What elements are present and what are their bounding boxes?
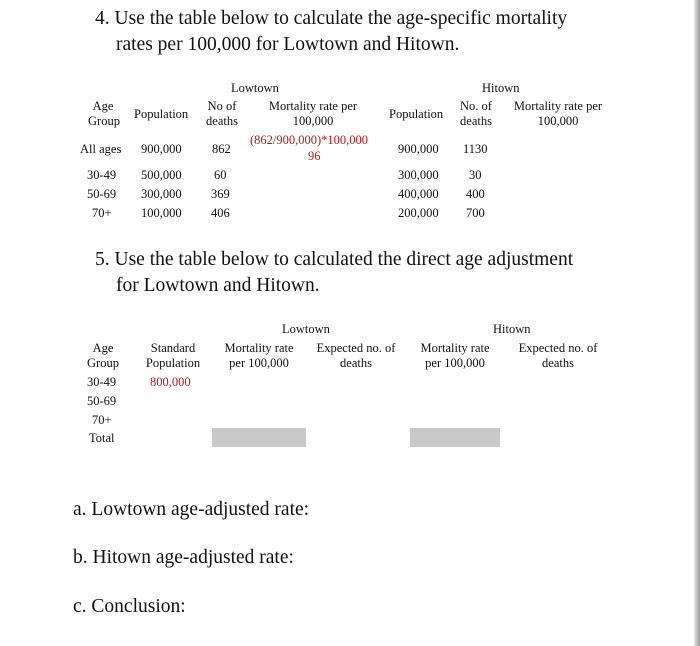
table-row-pop-hitown: 200,000 (398, 206, 439, 220)
mortality-rate-header-hitown: Mortality rate per 100,000 (420, 341, 490, 370)
table-row-pop-hitown: 900,000 (398, 142, 439, 156)
table-row-deaths-hitown: 30 (469, 168, 482, 182)
question-4-line2: rates per 100,000 for Lowtown and Hitown. (116, 34, 460, 55)
question-5-line1: 5. Use the table below to calculated the direct age adjustment (95, 249, 574, 270)
hitown-header: Hitown (482, 81, 520, 95)
table-row-pop-lowtown: 300,000 (141, 187, 182, 201)
standard-population-header: Standard Population (145, 341, 201, 370)
hitown-header: Hitown (493, 322, 531, 336)
total-cell-lowtown (212, 428, 306, 447)
age-group-header: Age Group (87, 341, 119, 370)
answer-b-label: b. Hitown age-adjusted rate: (73, 547, 294, 568)
annotation-result: 96 (308, 149, 321, 163)
mortality-rate-header-lowtown: Mortality rate per 100,000 (268, 99, 358, 128)
total-cell-hitown (410, 428, 500, 447)
table-row-age: 50-69 (87, 394, 117, 408)
mortality-rate-header-hitown: Mortality rate per 100,000 (513, 99, 603, 128)
page-edge-shadow (694, 0, 700, 646)
table-row-age: 50-69 (87, 187, 117, 201)
question-4-line1: 4. Use the table below to calculate the age-specific mortality (95, 8, 568, 29)
answer-a-label: a. Lowtown age-adjusted rate: (73, 499, 310, 520)
table-row-age: 30-49 (87, 168, 117, 182)
annotation-formula: (862/900,000)*100,000 (250, 133, 369, 147)
table-row-deaths-lowtown: 60 (214, 168, 227, 182)
deaths-header-hitown: No. of deaths (460, 99, 492, 128)
population-header-lowtown: Population (134, 107, 189, 121)
table-row-pop-hitown: 300,000 (398, 168, 439, 182)
table-row-total: Total (89, 431, 115, 445)
table-row-deaths-lowtown: 369 (211, 187, 230, 201)
expected-deaths-header-lowtown: Expected no. of deaths (316, 341, 396, 370)
table-row-age: 70+ (92, 206, 112, 220)
table-row-age: 30-49 (87, 375, 117, 389)
table-row-deaths-hitown: 1130 (463, 142, 488, 156)
lowtown-header: Lowtown (231, 81, 279, 95)
answer-c-label: c. Conclusion: (73, 596, 186, 617)
table-row-deaths-hitown: 400 (466, 187, 485, 201)
standard-population-value: 800,000 (150, 375, 191, 389)
table-row-pop-lowtown: 900,000 (141, 142, 182, 156)
table-row-age: 70+ (92, 413, 112, 427)
deaths-header-lowtown: No of deaths (206, 99, 238, 128)
table-row-deaths-hitown: 700 (466, 206, 485, 220)
table-row-deaths-lowtown: 862 (212, 142, 231, 156)
population-header-hitown: Population (389, 107, 444, 121)
table-row-pop-lowtown: 500,000 (141, 168, 182, 182)
lowtown-header: Lowtown (282, 322, 330, 336)
expected-deaths-header-hitown: Expected no. of deaths (518, 341, 598, 370)
table-row-pop-hitown: 400,000 (398, 187, 439, 201)
table-row-pop-lowtown: 100,000 (141, 206, 182, 220)
table-row-deaths-lowtown: 406 (211, 206, 230, 220)
question-5-line2: for Lowtown and Hitown. (116, 275, 320, 296)
age-group-header: Age Group (88, 99, 120, 128)
mortality-rate-header-lowtown: Mortality rate per 100,000 (224, 341, 294, 370)
table-row-age: All ages (80, 142, 122, 156)
